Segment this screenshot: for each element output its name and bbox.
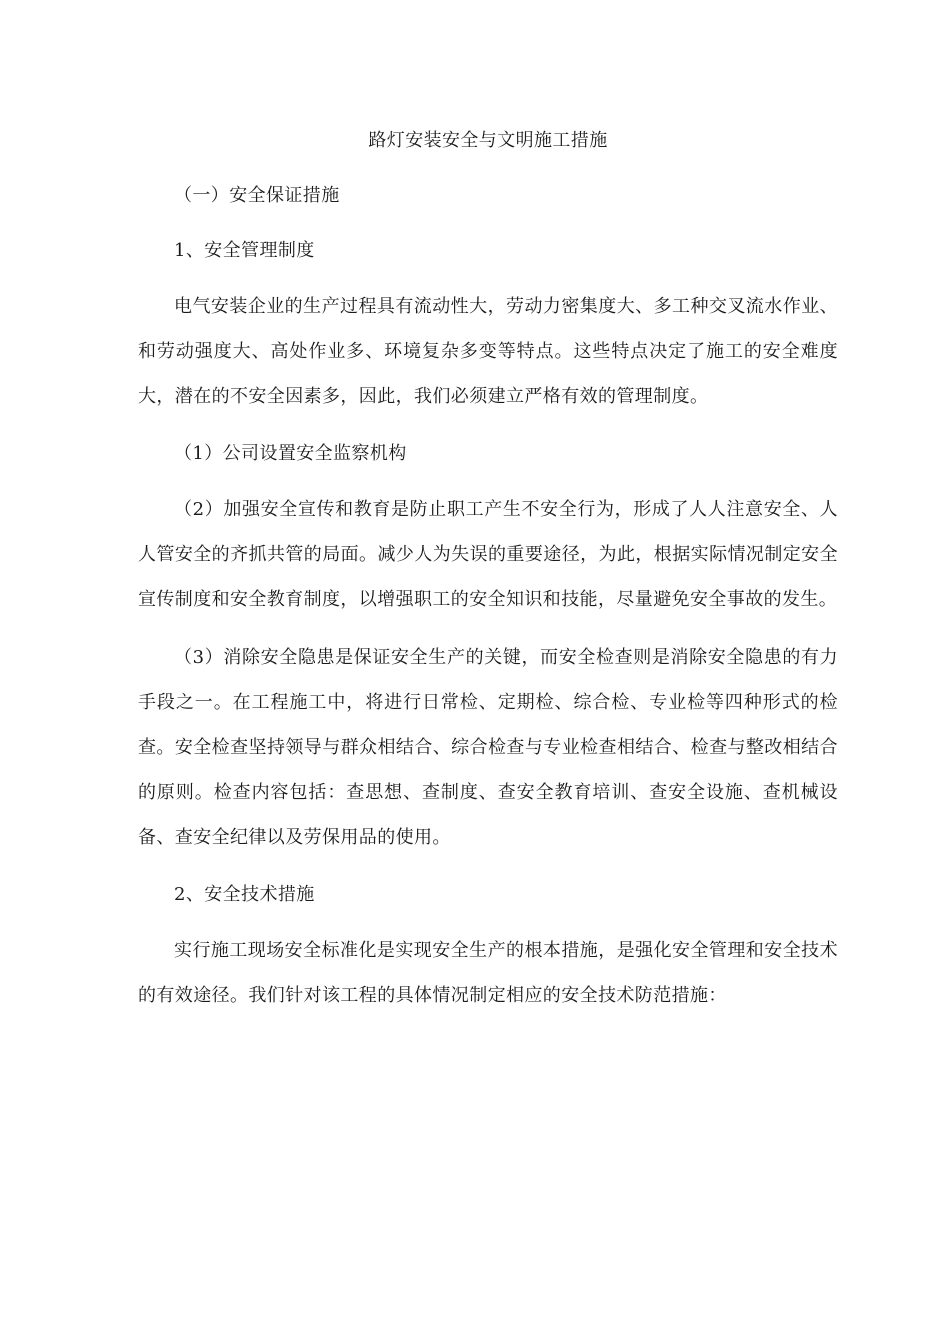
item-safety-publicity-education: （2）加强安全宣传和教育是防止职工产生不安全行为，形成了人人注意安全、人人管安全的齐抓共管的局面。减少人为失误的重要途径，为此，根据实际情况制定安全宣传制度和安全教育制度，以增强职工的安全知识和技能，尽量避免安全事故的发生。 xyxy=(138,499,838,610)
section-heading-safety-measures: （一）安全保证措施 xyxy=(174,185,340,206)
paragraph-site-standardization: 实行施工现场安全标准化是实现安全生产的根本措施，是强化安全管理和安全技术的有效途径。我们针对该工程的具体情况制定相应的安全技术防范措施： xyxy=(138,940,838,1006)
item-safety-supervision-agency: （1）公司设置安全监察机构 xyxy=(174,443,407,464)
paragraph-electrical-installation: 电气安装企业的生产过程具有流动性大，劳动力密集度大、多工种交叉流水作业、和劳动强度大、高处作业多、环境复杂多变等特点。这些特点决定了施工的安全难度大，潜在的不安全因素多，因此，我们必须建立严格有效的管理制度。 xyxy=(138,296,838,407)
item-eliminate-hazards: （3）消除安全隐患是保证安全生产的关键，而安全检查则是消除安全隐患的有力手段之一。在工程施工中，将进行日常检、定期检、综合检、专业检等四种形式的检查。安全检查坚持领导与群众相结合、综合检查与专业检查相结合、检查与整改相结合的原则。检查内容包括：查思想、查制度、查安全教育培训、查安全设施、查机械设备、查安全纪律以及劳保用品的使用。 xyxy=(138,647,838,848)
document-title: 路灯安装安全与文明施工措施 xyxy=(368,130,608,151)
subheading-safety-technical-measures: 2、安全技术措施 xyxy=(174,884,315,905)
subheading-safety-management-system: 1、安全管理制度 xyxy=(174,240,315,261)
document-body xyxy=(138,121,838,1033)
